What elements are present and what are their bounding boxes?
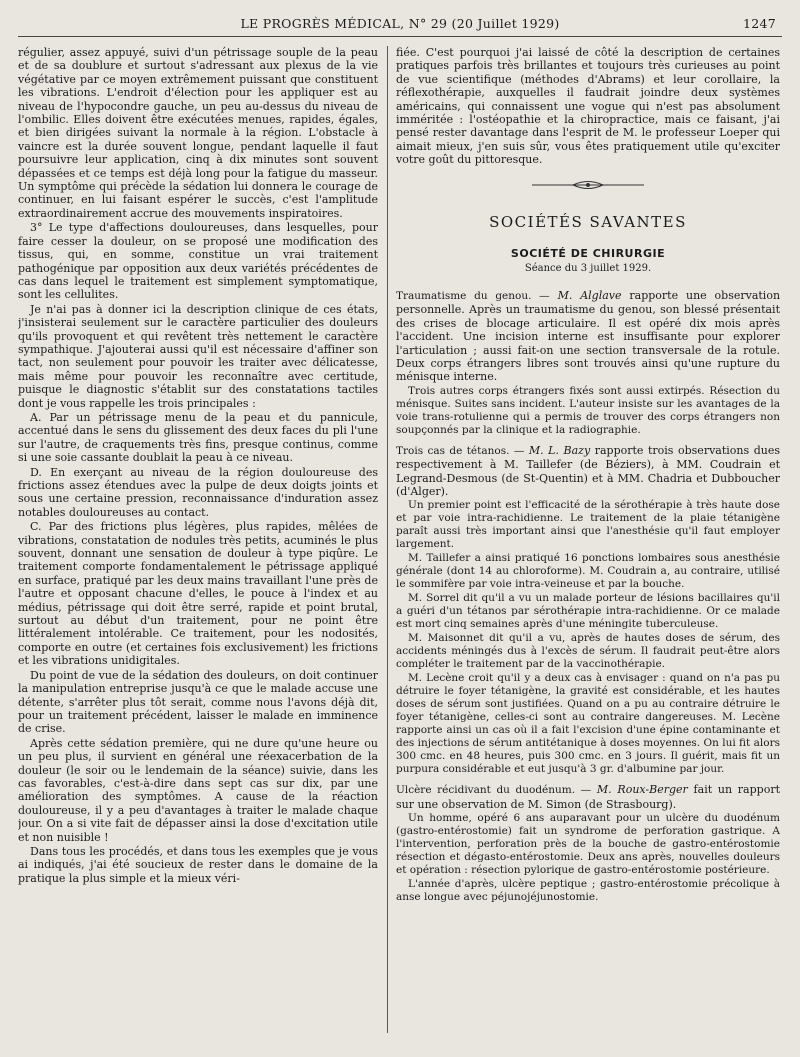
column-rule	[387, 46, 388, 1033]
paragraph: M. Maisonnet dit qu'il a vu, après de hautes doses de sérum, des accidents méningés dus à l'excès de sérum. Il faudrait peut-être alors compléter le traitement par de la vaccinothérapie.	[396, 632, 780, 671]
paragraph: Après cette sédation première, qui ne dure qu'une heure ou un peu plus, il survient en général une réexacerbation de la douleur (le soir ou le lendemain de la séance) suivie, dans les cas favorables, c'est-à-dire dans sept cas sur dix, par une amélioration des symptômes. A cause de la réaction douloureuse, il y a peu d'avantages à traiter le malade chaque jour. On a si vite fait de dépasser ainsi la dose d'excitation utile et non nuisible !	[18, 736, 378, 844]
report-item	[396, 444, 780, 499]
section-title: SOCIÉTÉS SAVANTES	[489, 212, 687, 231]
paragraph: C. Par des frictions plus légères, plus rapides, mêlées de vibrations, constatation de nodules très petits, acuminés le plus souvent, donnant une sensation de douleur à type piqûre. Le traitement comporte fondamentalement le pétrissage appliqué en surface, pratiqué par les deux mains travaillant l'une près de l'autre et opposant chacune d'elles, le pouce à l'index et au médius, pétrissage qui doit être serré, rapide et point brutal, surtout au début d'un traitement, pour ne point être littéralement intolérable. Ce traitement, pour les nodosités, comporte en outre (et certaines fois exclusivement) les frictions et les vibrations unidigitales.	[18, 520, 378, 668]
paragraph: A. Par un pétrissage menu de la peau et du pannicule, accentué dans le sens du glissement des deux faces du pli l'une sur l'autre, de craquements très fins, presque continus, comme si une soie cassante doublait la peau à ce niveau.	[18, 410, 378, 465]
item-text: rapporte trois observations dues respectivement à M. Taillefer (de Béziers), à MM. Coudrain et Legrand-Desmous (de St-Quentin) et à MM. Chadria et Dubboucher (d'Alger).	[396, 443, 780, 498]
report-item	[396, 783, 780, 811]
ornament-divider	[396, 176, 780, 194]
paragraph: M. Sorrel dit qu'il a vu un malade porteur de lésions bacillaires qu'il a guéri d'un tétanos par sérothérapie intra-rachidienne. Or ce malade est mort cinq semaines après d'une méningite tuberculeuse.	[396, 592, 780, 631]
paragraph: 3° Le type d'affections douloureuses, dans lesquelles, pour faire cesser la douleur, on se proposé une modification des tissus, qui, en somme, constitue un vrai traitement pathogénique par opposition aux deux variétés précédentes de cas dans lequel le traitement est simplement symptomatique, sont les cellulites.	[18, 221, 378, 302]
paragraph: M. Taillefer a ainsi pratiqué 16 ponctions lombaires sous anesthésie générale (dont 14 au chloroforme). M. Coudrain a, au contraire, utilisé le sommifère par voie intra-veineuse et par la bouche.	[396, 552, 780, 591]
report-item	[396, 289, 780, 384]
item-heading: Traumatisme du genou. —	[396, 289, 550, 302]
paragraph: L'année d'après, ulcère peptique ; gastro-entérostomie précolique à anse longue avec péjunojéjunostomie.	[396, 878, 780, 904]
running-title: LE PROGRÈS MÉDICAL, N° 29 (20 Juillet 1929)	[240, 16, 560, 31]
paragraph: régulier, assez appuyé, suivi d'un pétrissage souple de la peau et de sa doublure et surtout s'adressant aux plexus de la vie végétative par ce moyen extrêmement puissant que constituent les vibrations. L'endroit d'élection pour les appliquer est au niveau de l'hypocondre gauche, un peu au-dessus du niveau de l'ombilic. Elles doivent être exécutées menues, rapides, égales, et bien dirigées suivant la normale à la région. L'obstacle à vaincre est la durée souvent longue, pendant laquelle il faut poursuivre leur application, cinq à dix minutes sont souvent dépassées et ce temps est déjà long pour la fatigue du masseur. Un symptôme qui précède la sédation lui donnera le courage de continuer, en lui faisant espérer le succès, c'est l'amplitude extraordinairement accrue des mouvements inspiratoires.	[18, 46, 378, 220]
session-date: Séance du 3 juillet 1929.	[524, 263, 652, 275]
paragraph: Du point de vue de la sédation des douleurs, on doit continuer la manipulation entreprise jusqu'à ce que le malade accuse une détente, s'arrêter plus tôt serait, comme nous l'avons déjà dit, pour un traitement précédent, laisser le malade en imminence de crise.	[18, 668, 378, 736]
left-column	[18, 46, 378, 1033]
paragraph: Un homme, opéré 6 ans auparavant pour un ulcère du duodénum (gastro-entérostomie) fait un syndrome de perforation gastrique. A l'intervention, perforation près de la bouche de gastro-entérostomie résection et dégasto-entérostomie. Deux ans après, nouvelles douleurs et opération : résection pylorique de gastro-entérostomie postérieure.	[396, 812, 780, 877]
right-column	[396, 46, 780, 1033]
paragraph: Un premier point est l'efficacité de la sérothérapie à très haute dose et par voie intra-rachidienne. Le traitement de la plaie tétanigène paraît aussi très important ainsi que l'anesthésie qu'il faut employer largement.	[396, 499, 780, 551]
paragraph: Trois autres corps étrangers fixés sont aussi extirpés. Résection du ménisque. Suites sans incident. L'auteur insiste sur les avantages de la voie trans-rotulienne qui a permis de trouver des corps étrangers non soupçonnés par la clinique et la radiographie.	[396, 384, 780, 436]
page-number: 1247	[742, 16, 776, 31]
item-author: M. L. Bazy	[528, 443, 591, 457]
running-header	[18, 14, 782, 37]
paragraph: Dans tous les procédés, et dans tous les exemples que je vous ai indiqués, j'ai été soucieux de rester dans le domaine de la pratique la plus simple et la mieux véri-	[18, 844, 378, 885]
society-title: SOCIÉTÉ DE CHIRURGIE	[510, 247, 666, 261]
item-author: M. Alglave	[557, 288, 622, 302]
item-text: fait un rapport sur une observation de M. Simon (de Strasbourg).	[396, 783, 780, 811]
item-heading: Trois cas de tétanos. —	[396, 444, 525, 457]
paragraph: fiée. C'est pourquoi j'ai laissé de côté la description de certaines pratiques parfois très brillantes et toujours très curieuses au point de vue scientifique (méthodes d'Abrams) et leur corollaire, la réflexothérapie, auxquelles il faudrait joindre deux systèmes américains, qui connaissent une vogue qui n'est pas absolument imméritée : l'ostéopathie et la chiropractice, mais ce faisant, j'ai pensé rester davantage dans l'esprit de M. le professeur Loeper qui aimait mieux, j'en suis sûr, vous êtes pratiquement utile qu'exciter votre goût du pittoresque.	[396, 46, 780, 167]
paragraph: M. Lecène croit qu'il y a deux cas à envisager : quand on n'a pas pu détruire le foyer tétanigène, la gravité est considérable, et les hautes doses de sérum sont justifiées. Quand on a pu au contraire détruire le foyer tétanigène, celles-ci sont au contraire dangereuses. M. Lecène rapporte ainsi un cas où il a fait l'excision d'une épine contaminante et des injections de sérum antitétanique à doses moyennes. On lui fit alors 300 cmc. en 48 heures, puis 300 cmc. en 3 jours. Il guérit, mais fit un purpura considérable et eut jusqu'à 3 gr. d'albumine par jour.	[396, 672, 780, 776]
paragraph: D. En exerçant au niveau de la région douloureuse des frictions assez étendues avec la pulpe de deux doigts joints et sous une certaine pression, reconnaissance d'induration assez notables douloureuses au contact.	[18, 465, 378, 519]
ornament-icon	[528, 176, 648, 194]
item-heading: Ulcère récidivant du duodénum. —	[396, 784, 592, 797]
paragraph: Je n'ai pas à donner ici la description clinique de ces états, j'insisterai seulement sur le caractère particulier des douleurs qu'ils provoquent et qui revêtent très nettement le caractère sympathique. J'ajouterai aussi qu'il est nécessaire d'affiner son tact, non seulement pour pouvoir les traiter avec délicatesse, mais même pour pouvoir les reconnaître avec certitude, puisque le diagnostic s'établit sur des constatations tactiles dont je vous rappelle les trois principales :	[18, 302, 378, 410]
item-text: rapporte une observation personnelle. Après un traumatisme du genou, son blessé présentait des crises de blocage articulaire. Il est opéré dix mois après l'accident. Une incision interne est insuffisante pour explorer l'articulation ; aussi fait-on une section transversale de la rotule. Deux corps étrangers libres sont trouvés ainsi qu'une rupture du ménisque interne.	[396, 288, 780, 384]
item-author: M. Roux-Berger	[596, 783, 688, 797]
